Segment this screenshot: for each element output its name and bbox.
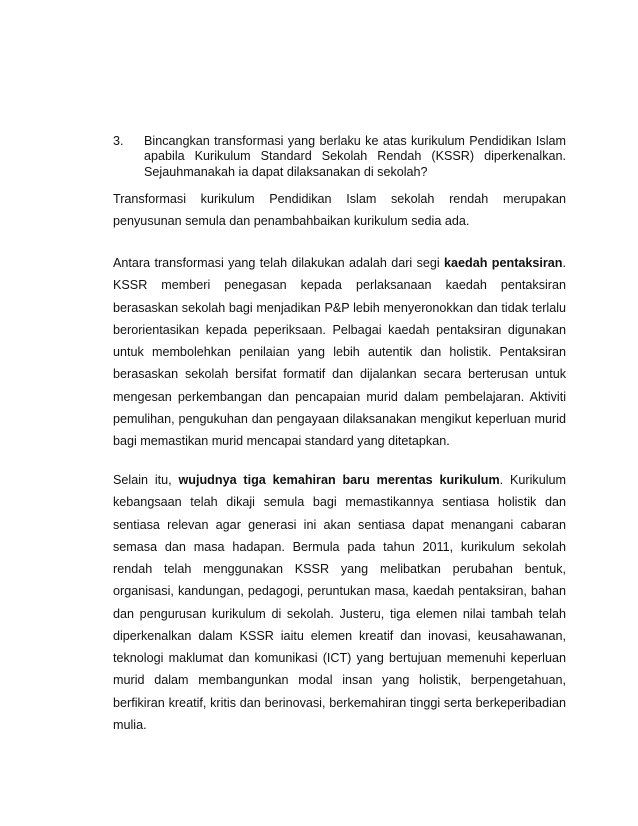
paragraph-skills-lead: Selain itu,: [113, 473, 179, 487]
paragraph-assessment-rest: . KSSR memberi penegasan kepada perlaksanaan kaedah pentaksiran berasaskan sekolah bagi menjadikan P&P lebih menyeronokkan dan tidak terlalu berorientasikan kepada peperiksaan. Pelbagai kaedah pentaksiran digunakan untuk membolehkan penilaian yang lebih autentik dan holistik. Pentaksiran berasaskan sekolah bersifat formatif dan dijalankan secara berterusan untuk mengesan perkembangan dan pencapaian murid dalam pembelajaran. Aktiviti pemulihan, pengukuhan dan pengayaan dilaksanakan mengikut keperluan murid bagi memastikan murid mencapai standard yang ditetapkan.: [113, 256, 567, 448]
paragraph-skills: [113, 469, 566, 736]
question-number: 3.: [113, 134, 124, 148]
paragraph-skills-bold: wujudnya tiga kemahiran baru merentas kurikulum: [178, 473, 500, 487]
paragraph-assessment-bold: kaedah pentaksiran: [444, 256, 563, 270]
paragraph-assessment: [113, 252, 566, 452]
paragraph-assessment-lead: Antara transformasi yang telah dilakukan adalah dari segi: [113, 256, 445, 270]
question-block: [113, 134, 566, 180]
paragraph-skills-rest: . Kurikulum kebangsaan telah dikaji semula bagi memastikannya sentiasa holistik dan sentiasa relevan agar generasi ini akan sentiasa dapat menangani cabaran semasa dan masa hadapan. Bermula pada tahun 2011, kurikulum sekolah rendah telah menggunakan KSSR yang melibatkan perubahan bentuk, organisasi, kandungan, pedagogi, peruntukan masa, kaedah pentaksiran, bahan dan pengurusan kurikulum di sekolah. Justeru, tiga elemen nilai tambah telah diperkenalkan dalam KSSR iaitu elemen kreatif dan inovasi, keusahawanan, teknologi maklumat dan komunikasi (ICT) yang bertujuan memenuhi keperluan murid dalam membangunkan modal insan yang holistik, berpengetahuan, berfikiran kreatif, kritis dan berinovasi, berkemahiran tinggi serta berkeperibadian mulia.: [113, 473, 566, 732]
paragraph-intro: [113, 188, 566, 233]
question-text: Bincangkan transformasi yang berlaku ke atas kurikulum Pendidikan Islam apabila Kurikulum Standard Sekolah Rendah (KSSR) diperkenalkan. Sejauhmanakah ia dapat dilaksanakan di sekolah?: [144, 134, 566, 179]
paragraph-intro-text: Transformasi kurikulum Pendidikan Islam sekolah rendah merupakan penyusunan semula dan penambahbaikan kurikulum sedia ada.: [113, 192, 566, 229]
